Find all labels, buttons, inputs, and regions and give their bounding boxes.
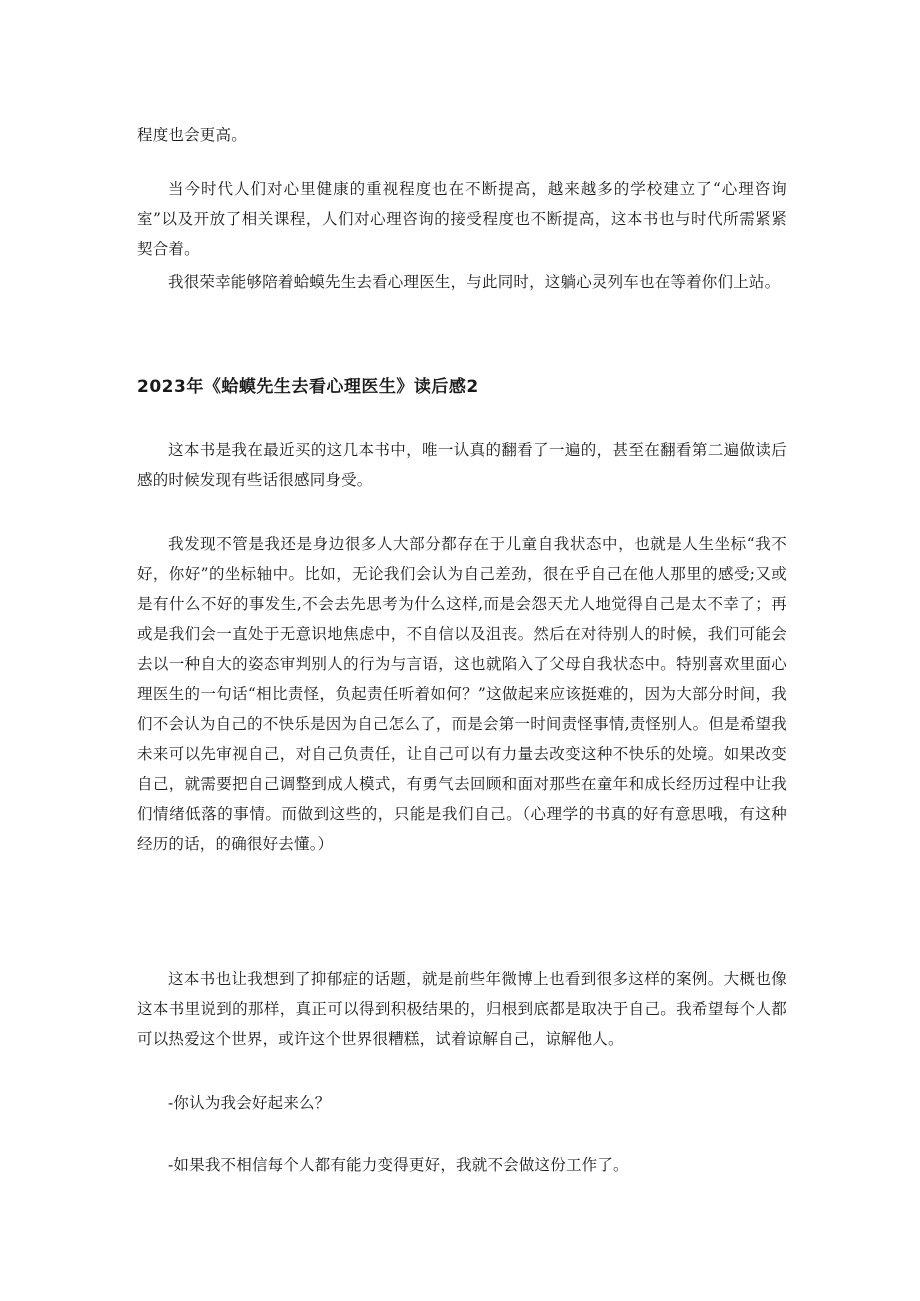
- paragraph-intro: 这本书是我在最近买的这几本书中，唯一认真的翻看了一遍的，甚至在翻看第二遍做读后感的时候发现有些话很感同身受。: [137, 441, 787, 489]
- paragraph-continuation: 程度也会更高。: [137, 126, 247, 144]
- quote-answer: -如果我不相信每个人都有能力变得更好，我就不会做这份工作了。: [168, 1156, 629, 1174]
- paragraph-honored: 我很荣幸能够陪着蛤蟆先生去看心理医生，与此同时，这躺心灵列车也在等着你们上站。: [168, 273, 781, 291]
- paragraph-depression: 这本书也让我想到了抑郁症的话题，就是前些年微博上也看到很多这样的案例。大概也像这本书里说到的那样，真正可以得到积极结果的，归根到底都是取决于自己。我希望每个人都可以热爱这个世界，或许这个世界很糟糕，试着谅解自己，谅解他人。: [137, 970, 787, 1048]
- quote-question: -你认为我会好起来么？: [168, 1094, 331, 1112]
- section-title: 2023年《蛤蟆先生去看心理医生》读后感2: [137, 377, 479, 397]
- paragraph-discovery: 我发现不管是我还是身边很多人大部分都存在于儿童自我状态中，也就是人生坐标“我不好，你好”的坐标轴中。比如，无论我们会认为自己差劲，很在乎自己在他人那里的感受;又或是有什么不好的事发生,不会去先思考为什么这样,而是会怨天尤人地觉得自己是太不幸了；再或是我们会一直处于无意识地焦虑中，不自信以及沮丧。然后在对待别人的时候，我们可能会去以一种自大的姿态审判别人的行为与言语，这也就陷入了父母自我状态中。特别喜欢里面心理医生的一句话“相比责怪，负起责任听着如何？”这做起来应该挺难的，因为大部分时间，我们不会认为自己的不快乐是因为自己怎么了，而是会第一时间责怪事情,责怪别人。但是希望我未来可以先审视自己，对自己负责任，让自己可以有力量去改变这种不快乐的处境。如果改变自己，就需要把自己调整到成人模式，有勇气去回顾和面对那些在童年和成长经历过程中让我们情绪低落的事情。而做到这些的，只能是我们自己。（心理学的书真的好有意思哦，有这种经历的话，的确很好去懂。）: [137, 535, 787, 853]
- paragraph-era: 当今时代人们对心里健康的重视程度也在不断提高，越来越多的学校建立了“心理咨询室”以及开放了相关课程，人们对心理咨询的接受程度也不断提高，这本书也与时代所需紧紧契合着。: [137, 180, 787, 258]
